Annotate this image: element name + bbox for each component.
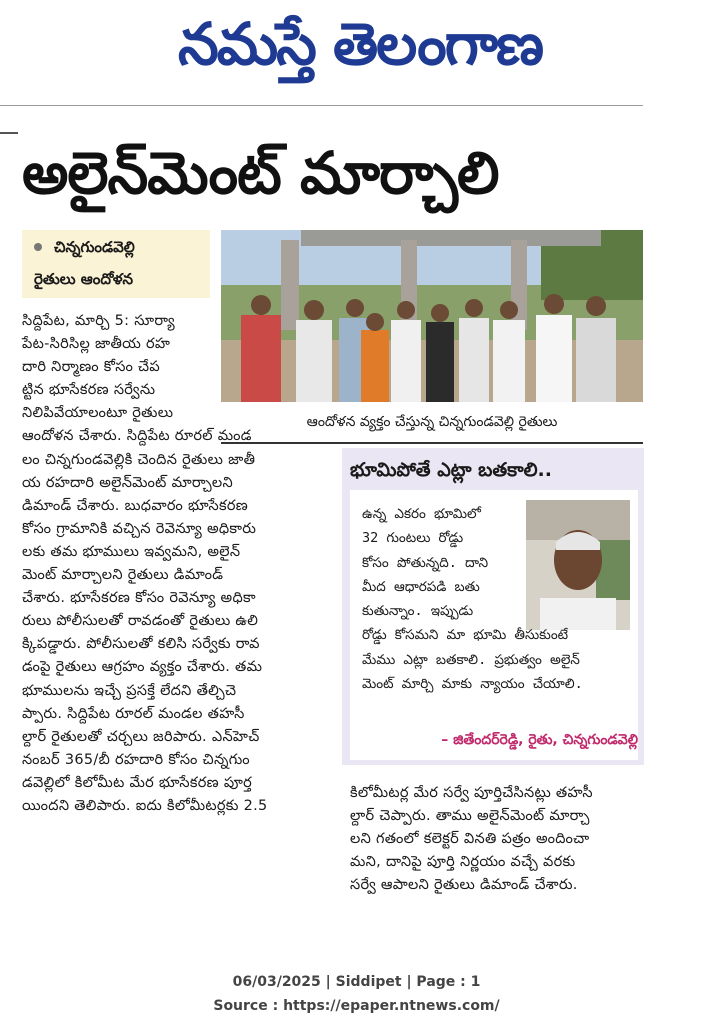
masthead-divider bbox=[0, 105, 643, 106]
headline-rule bbox=[0, 132, 18, 134]
body-line: కిలోమీటర్ల మేర సర్వే పూర్తిచేసినట్లు తహసీ bbox=[350, 785, 593, 801]
article-headline: అలైన్‌మెంట్ మార్చాలి bbox=[22, 139, 499, 207]
body-line: ఆందోళన చేశారు. సిద్దిపేట రూరల్ మండ bbox=[22, 428, 252, 445]
body-line: భూములను ఇచ్చే ప్రసక్తే లేదని తేల్చిచె bbox=[22, 682, 237, 699]
body-line: లని గతంలో కలెక్టర్ వినతి పత్రం అందించా bbox=[350, 831, 590, 848]
body-line: డిమాండ్ చేశారు. బుధవారం భూసేకరణ bbox=[22, 497, 249, 514]
body-line: ల్దార్ రైతులతో చర్చలు జరిపారు. ఎన్‌హెచ్ bbox=[22, 728, 260, 745]
sidebar-box-title: భూమిపోతే ఎట్లా బతకాలి.. bbox=[350, 459, 552, 481]
body-line: డవెల్లిలో కిలోమీట మేర భూసేకరణ పూర్త bbox=[22, 774, 253, 791]
body-line: మెంట్ మార్చాలని రైతులు డిమాండ్ bbox=[22, 567, 224, 584]
body-line: ప్పారు. సిద్దిపేట రూరల్ మండల తహసీ bbox=[22, 705, 245, 722]
article-body-left bbox=[22, 310, 322, 818]
body-line: నిలిపివేయాలంటూ రైతులు bbox=[22, 405, 174, 422]
body-line: మని, దానిపై పూర్తి నిర్ణయం వచ్చే వరకు bbox=[350, 854, 576, 871]
footer-edition-info: 06/03/2025 | Siddipet | Page : 1 bbox=[232, 974, 481, 990]
newspaper-logo: నమస్తే తెలంగాణ bbox=[178, 10, 542, 78]
body-line: డంపై రైతులు ఆగ్రహం వ్యక్తం చేశారు. తమ bbox=[22, 659, 263, 676]
sidebar-quote bbox=[362, 502, 642, 696]
body-line: లకు తమ భూములు ఇవ్వమని, అలైన్‌ bbox=[22, 543, 241, 560]
quote-line: మెంట్ మార్చి మాకు న్యాయం చేయాలి. bbox=[362, 676, 583, 693]
article-kicker bbox=[22, 230, 210, 298]
bullet-icon bbox=[34, 243, 42, 251]
page-footer bbox=[0, 970, 713, 1018]
quote-line: మేము ఎట్లా బతకాలి. ప్రభుత్వం అలైన్‌ bbox=[362, 651, 580, 668]
quote-line: 32 గుంటలు రోడ్డు bbox=[362, 530, 464, 547]
quote-line: రోడ్డు కోసమని మా భూమి తీసుకుంటే bbox=[362, 627, 569, 644]
quote-line: మీద ఆధారపడి బతు bbox=[362, 578, 480, 595]
body-line: నంబర్ 365/బీ రహదారి కోసం చిన్నగుం bbox=[22, 751, 250, 768]
masthead bbox=[0, 0, 713, 100]
quote-line: ఉన్న ఎకరం భూమిలో bbox=[362, 506, 481, 522]
body-line: సర్వే ఆపాలని రైతులు డిమాండ్ చేశారు. bbox=[350, 877, 578, 894]
footer-source-link[interactable]: Source : https://epaper.ntnews.com/ bbox=[213, 998, 500, 1014]
body-line: కోసం గ్రామానికి వచ్చిన రెవెన్యూ అధికారు bbox=[22, 520, 257, 537]
body-line: ట్టిన భూసేకరణ సర్వేను bbox=[22, 382, 156, 399]
kicker-line-1: చిన్నగుండవెల్లి bbox=[54, 238, 135, 256]
body-line: రులు పోలీసులతో రావడంతో రైతులు ఉలి bbox=[22, 613, 259, 630]
body-line: చేశారు. భూసేకరణ కోసం రెవెన్యూ అధికా bbox=[22, 590, 256, 607]
body-line: క్కిపడ్డారు. పోలీసులతో కలిసి సర్వేకు రావ bbox=[22, 636, 260, 653]
kicker-line-2: రైతులు ఆందోళన bbox=[34, 270, 134, 288]
quote-credit: – జితేందర్‌రెడ్డి, రైతు, చిన్నగుండవెల్లి bbox=[441, 732, 638, 748]
body-line: సిద్దిపేట, మార్చి 5: సూర్యా bbox=[22, 313, 175, 329]
body-line: పేట-సిరిసిల్ల జాతీయ రహ bbox=[22, 336, 171, 353]
quote-line: కుతున్నాం. ఇప్పుడు bbox=[362, 603, 474, 620]
quote-line: కోసం పోతున్నది. దాని bbox=[362, 554, 489, 571]
article-body-right bbox=[350, 782, 646, 897]
body-line: లం చిన్నగుండవెల్లికి చెందిన రైతులు జాతీ bbox=[22, 451, 256, 468]
body-line: దారి నిర్మాణం కోసం చేప bbox=[22, 359, 160, 376]
photo-caption: ఆందోళన వ్యక్తం చేస్తున్న చిన్నగుండవెల్లి రైతులు bbox=[221, 404, 643, 444]
body-line: ల్దార్ చెప్పారు. తాము అలైన్‌మెంట్ మార్చా bbox=[350, 808, 590, 825]
body-line: య రహదారి అలైన్‌మెంట్ మార్చాలని bbox=[22, 474, 233, 491]
body-line: యిందని తెలిపారు. ఐదు కిలోమీటర్లకు 2.5 bbox=[22, 797, 268, 814]
